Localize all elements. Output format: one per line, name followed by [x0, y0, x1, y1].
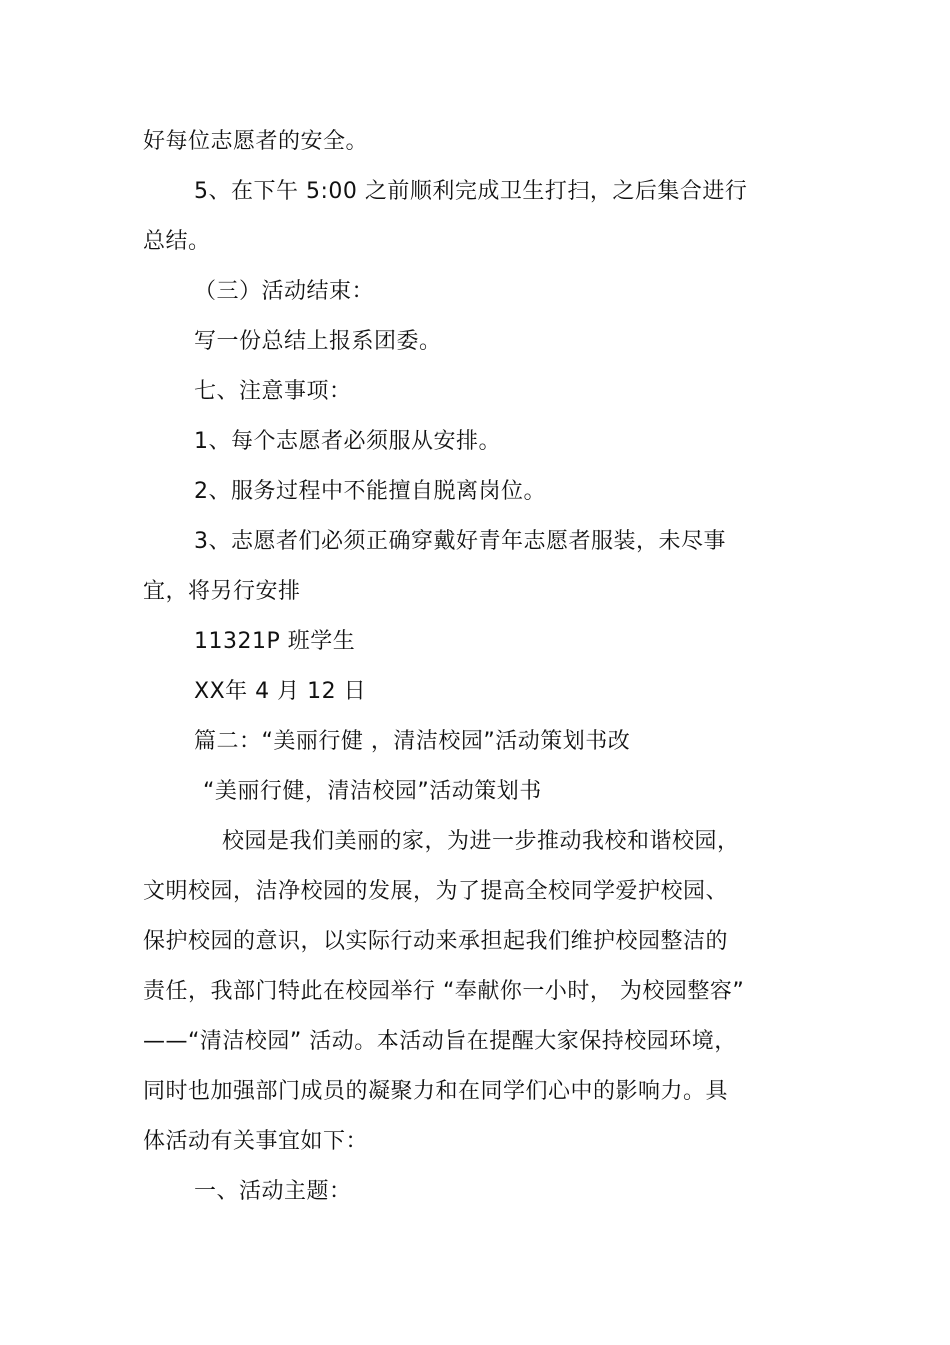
- list-item: 3、志愿者们必须正确穿戴好青年志愿者服装，未尽事: [194, 529, 726, 554]
- date-line: XX年 4 月 12 日: [194, 679, 367, 704]
- text-line: 体活动有关事宜如下：: [143, 1129, 369, 1154]
- text-line: ——“清洁校园” 活动。本活动旨在提醒大家保持校园环境，: [143, 1029, 737, 1054]
- text-line: 好每位志愿者的安全。: [143, 129, 369, 154]
- document-title: “美丽行健，清洁校园”活动策划书: [203, 779, 542, 804]
- text-line: 文明校园，洁净校园的发展，为了提高全校同学爱护校园、: [143, 879, 729, 904]
- signature-line: 11321P 班学生: [194, 629, 356, 654]
- text-line: 保护校园的意识，以实际行动来承担起我们维护校园整洁的: [143, 929, 729, 954]
- article-heading: 篇二：“美丽行健 ，清洁校园”活动策划书改: [194, 729, 631, 754]
- text-line: 责任，我部门特此在校园举行 “奉献你一小时， 为校园整容”: [143, 979, 745, 1004]
- section-heading: 七、注意事项：: [194, 379, 352, 404]
- text-line: 写一份总结上报系团委。: [194, 329, 442, 354]
- list-item: 1、每个志愿者必须服从安排。: [194, 429, 501, 454]
- text-line: 校园是我们美丽的家，为进一步推动我校和谐校园，: [222, 829, 740, 854]
- section-heading: 一、活动主题：: [194, 1179, 352, 1204]
- text-line: 宜，将另行安排: [143, 579, 301, 604]
- text-line: 5、在下午 5:00 之前顺利完成卫生打扫，之后集合进行: [194, 179, 748, 204]
- text-line: 同时也加强部门成员的凝聚力和在同学们心中的影响力。具: [143, 1079, 729, 1104]
- section-heading: （三）活动结束：: [194, 279, 375, 304]
- text-line: 总结。: [143, 229, 211, 254]
- list-item: 2、服务过程中不能擅自脱离岗位。: [194, 479, 546, 504]
